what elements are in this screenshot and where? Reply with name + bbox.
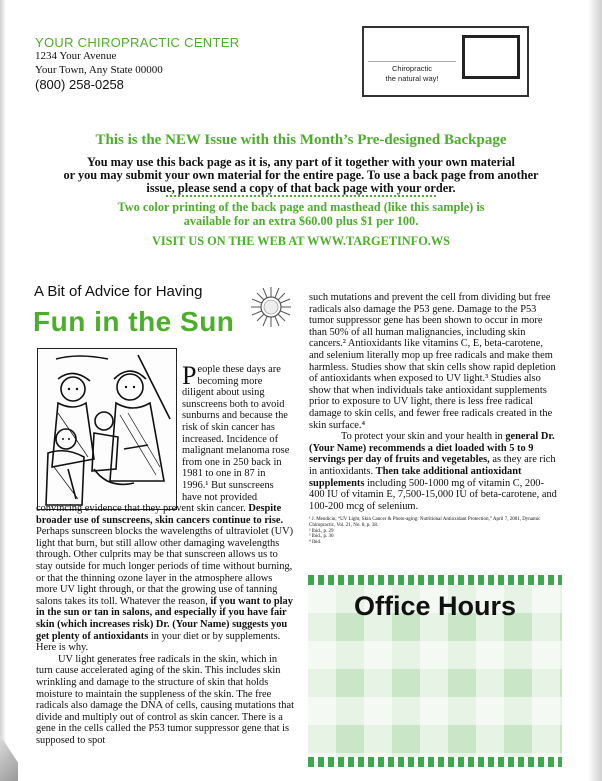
phone-number: (800) 258-0258 xyxy=(35,77,124,92)
sun-icon xyxy=(250,286,292,328)
office-hours-bottom-border xyxy=(308,757,562,767)
footnote-2: ² Ibid., p. 29 xyxy=(309,528,334,534)
c2p2-bold: general Dr. (Your Name) recommends a diet loaded with 5 to 9 servings per day of fruits and vegetables, xyxy=(309,431,555,466)
office-hours-title: Office Hours xyxy=(353,591,517,621)
address-line-1: 1234 Your Avenue xyxy=(35,50,117,62)
article-column-1 xyxy=(36,503,296,746)
drop-cap: P xyxy=(182,361,197,390)
mailing-label-box xyxy=(362,26,529,97)
notice-line3: issue, please send a copy of that back page with your order. xyxy=(146,181,456,195)
c2p2-start: To protect your skin and your health in xyxy=(341,431,506,443)
c2p2-bold2: Then take additional antioxidant supplements xyxy=(309,465,522,489)
footnote-1: ¹ J. Mendicin, “UV Light, Skin Cancer & Photo-aging: Nutritional Antioxidant Protection,” April 7, 2001, Dynamic Chiropractic, Vol. 21, No. 8, p. 38. xyxy=(309,517,541,528)
page-edge-left xyxy=(0,0,6,781)
office-hours-top-border xyxy=(308,575,562,585)
c2p2-mid: as they are rich in antioxidants. xyxy=(309,454,556,477)
footnote-3: ³ Ibid., p. 30 xyxy=(309,534,334,540)
address-line-2: Your Town, Any State 00000 xyxy=(35,64,163,76)
postal-logo-line2: the natural way! xyxy=(385,74,439,83)
footnote-4: ⁴ Ibid. xyxy=(309,540,322,546)
article-paragraph-1 xyxy=(36,503,296,654)
article-title: Fun in the Sun xyxy=(33,306,235,337)
column2-paragraph-2 xyxy=(309,431,557,512)
p1-start: convincing evidence that they prevent skin cancer. xyxy=(36,503,249,514)
page-edge-right xyxy=(588,0,602,781)
page-curl xyxy=(0,735,18,781)
notice-line2: or you may submit your own material for the entire page. To use a back page from another xyxy=(63,168,539,182)
center-name: YOUR CHIROPRACTIC CENTER xyxy=(35,35,240,50)
article-paragraph-2: UV light generates free radicals in the skin, which in turn cause accelerated aging of the skin. This includes skin wrinkling and damage to the structure of skin that holds moisture to maintain the suppleness of the skin. The free radicals also damage the DNA of cells, causing mutations that divide and multiply out of control as skin cancer. There is a gene in the cells called the P53 tumor suppressor gene that is supposed to spot xyxy=(36,653,294,746)
notice-body xyxy=(0,156,602,195)
office-hours-panel xyxy=(308,575,562,767)
intro-text: eople these days are becoming more diligent about using sunscreens both to avoid sunburns and because the risk of skin cancer has increased. Incidence of malignant melanoma rose from one in 250 back in 1981 to one in 87 in 1996.¹ But sunscreens have not provided xyxy=(182,364,290,503)
p1-rest: Perhaps sunscreen blocks the wavelengths of ultraviolet (UV) light that burn, but still allow other damaging wavelengths through. Other culprits may be that sunscreen allows us to stay outside for much longer periods of time without burning, or that the thinning ozone layer in the atmosphere allows more UV light through, or that the growing use of tanning salons takes its toll. Whatever the reason, xyxy=(36,526,294,607)
p1-bold2: if you want to play in the sun or tan in salons, and especially if you have fair skin (which increases risk) Dr. (Your Name) suggests you get plenty of antioxidants xyxy=(36,595,293,642)
dotted-divider xyxy=(166,195,436,197)
color-line2: available for an extra $60.00 plus $1 per 100. xyxy=(183,214,419,228)
website-link[interactable]: VISIT US ON THE WEB AT WWW.TARGETINFO.WS xyxy=(152,234,450,248)
column2-paragraph-1: such mutations and prevent the cell from dividing but free radicals also damage the P53 gene. Damage to the P53 tumor suppressor gene has been shown to occur in more than 50% of all human malignancies, including skin cancers.² Antioxidants like vitamins C, E, beta-carotene, and selenium literally mop up free radicals and make them harmless. Studies show that skin cells show rapid depletion of antioxidants when exposed to UV light.³ Studies also show that when individuals take antioxidant supplements prior to exposure to UV light, there is less free radical damage to skin cells, and fewer free radicals created in the skin surface.⁴ xyxy=(309,292,556,431)
article-kicker: A Bit of Advice for Having xyxy=(34,283,203,300)
color-line1: Two color printing of the back page and masthead (like this sample) is xyxy=(117,200,485,214)
p1-end: in your diet or by supplements. Here is why. xyxy=(36,630,281,654)
stamp-box xyxy=(462,35,520,79)
family-illustration xyxy=(37,348,177,510)
c2p2-end: including 500-1000 mg of vitamin C, 200-400 IU of vitamin E, 7,500-15,000 IU of beta-carotene, and 100-200 mcg of selenium. xyxy=(309,477,557,512)
article-intro xyxy=(182,361,293,503)
postal-logo-line1: Chiropractic xyxy=(391,64,432,73)
article-column-2 xyxy=(309,292,557,512)
p1-bold: Despite broader use of sunscreens, skin cancers continue to rise. xyxy=(36,503,284,526)
footnotes xyxy=(309,517,557,546)
notice-line1: You may use this back page as it is, any part of it together with your own material xyxy=(87,155,515,169)
notice-headline: This is the NEW Issue with this Month’s Pre-designed Backpage xyxy=(95,132,507,148)
postal-logo xyxy=(368,61,456,96)
color-printing-note xyxy=(0,200,602,228)
